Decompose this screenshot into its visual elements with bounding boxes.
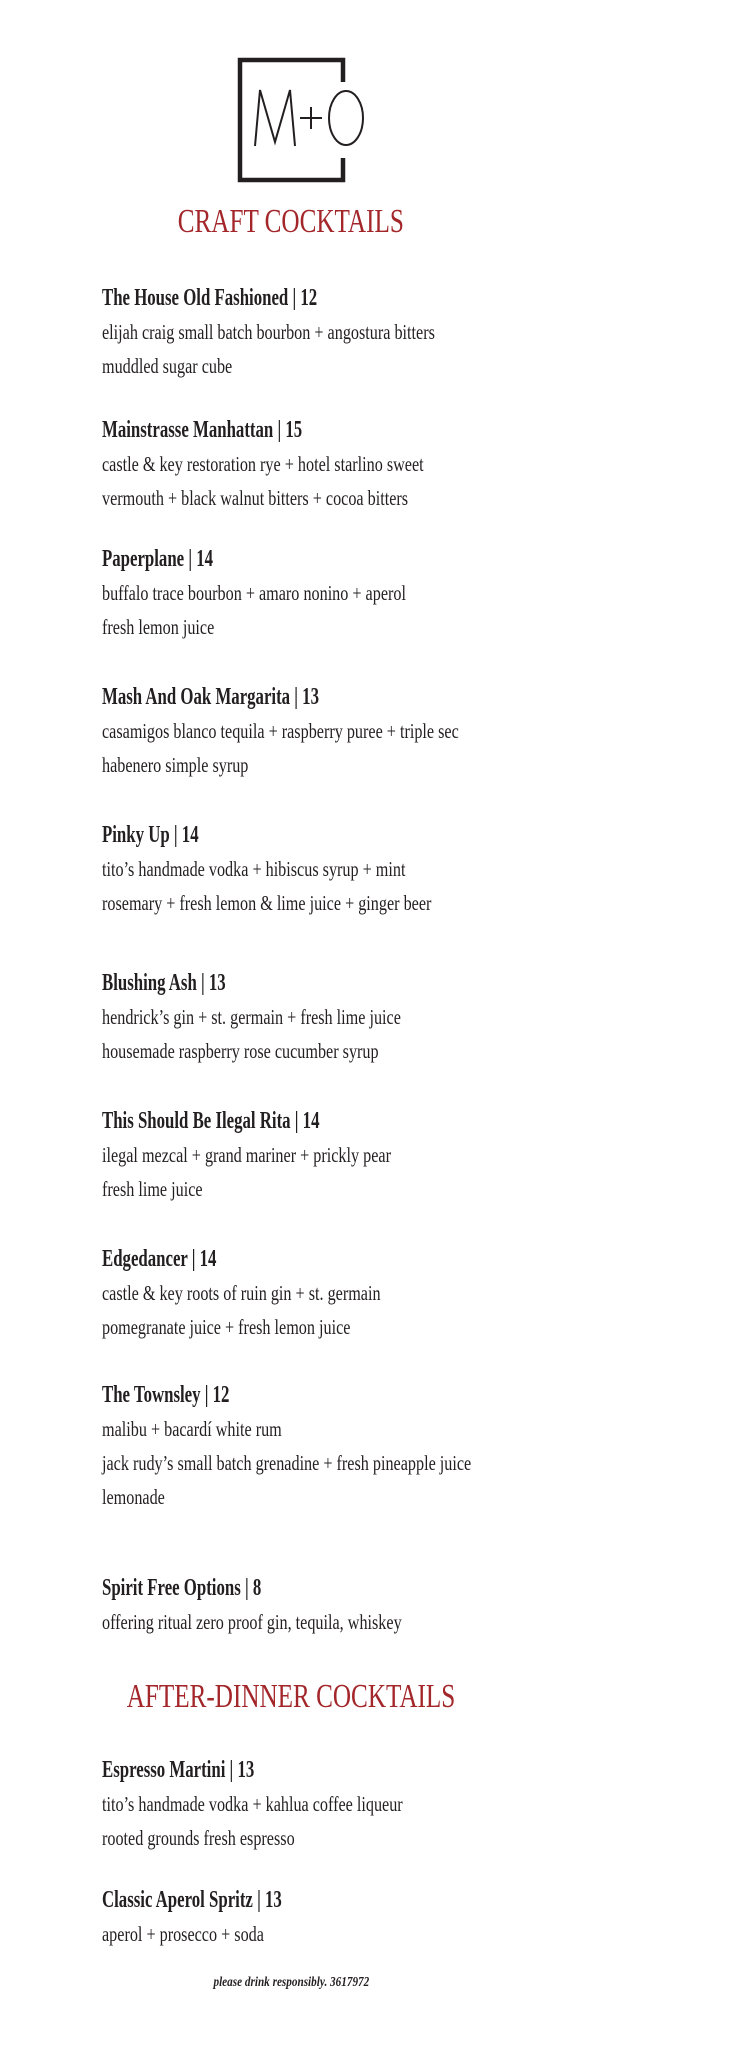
item-description: vermouth + black walnut bitters + cocoa bitters	[102, 486, 409, 510]
item-description: housemade raspberry rose cucumber syrup	[102, 1039, 379, 1063]
menu-item	[102, 1242, 464, 1344]
item-title: Pinky Up | 14	[102, 822, 199, 848]
item-description: fresh lemon juice	[102, 615, 215, 639]
item-title: This Should Be Ilegal Rita | 14	[102, 1108, 320, 1134]
item-description: ilegal mezcal + grand mariner + prickly pear	[102, 1143, 391, 1167]
item-description: elijah craig small batch bourbon + angostura bitters	[102, 320, 435, 344]
item-description: hendrick’s gin + st. germain + fresh lime juice	[102, 1005, 401, 1029]
item-title: Mash And Oak Margarita | 13	[102, 684, 319, 710]
item-description: jack rudy’s small batch grenadine + fresh pineapple juice	[102, 1451, 472, 1475]
item-description: malibu + bacardí white rum	[102, 1417, 282, 1441]
item-description: rooted grounds fresh espresso	[102, 1826, 295, 1850]
item-description: muddled sugar cube	[102, 354, 233, 378]
item-title: Spirit Free Options | 8	[102, 1575, 262, 1601]
item-title: Classic Aperol Spritz | 13	[102, 1887, 282, 1913]
item-description: pomegranate juice + fresh lemon juice	[102, 1315, 351, 1339]
item-description: rosemary + fresh lemon & lime juice + ginger beer	[102, 891, 432, 915]
menu-item	[102, 281, 534, 383]
menu-item	[102, 1571, 491, 1639]
footer-note: please drink responsibly. 3617972	[213, 1975, 369, 1990]
section-heading-craft-cocktails: CRAFT COCKTAILS	[177, 203, 405, 240]
item-description: castle & key roots of ruin gin + st. germain	[102, 1281, 381, 1305]
item-title: The Townsley | 12	[102, 1382, 230, 1408]
item-title: Paperplane | 14	[102, 546, 214, 572]
item-description: habenero simple syrup	[102, 753, 249, 777]
item-description: fresh lime juice	[102, 1177, 203, 1201]
menu-item	[102, 680, 565, 782]
item-description: aperol + prosecco + soda	[102, 1922, 264, 1946]
menu-item	[102, 1104, 477, 1206]
item-title: The House Old Fashioned | 12	[102, 285, 318, 311]
m-and-o-logo	[236, 56, 368, 184]
section-heading-after-dinner-cocktails: AFTER-DINNER COCKTAILS	[126, 1678, 456, 1715]
menu-item	[102, 1378, 582, 1514]
item-description: buffalo trace bourbon + amaro nonino + aperol	[102, 581, 406, 605]
menu-item	[102, 1753, 493, 1855]
item-description: lemonade	[102, 1485, 165, 1509]
item-title: Blushing Ash | 13	[102, 970, 226, 996]
item-description: offering ritual zero proof gin, tequila, whiskey	[102, 1610, 402, 1634]
item-description: castle & key restoration rye + hotel starlino sweet	[102, 452, 424, 476]
item-description: tito’s handmade vodka + hibiscus syrup + mint	[102, 857, 406, 881]
menu-item	[102, 413, 520, 515]
item-title: Espresso Martini | 13	[102, 1757, 255, 1783]
item-title: Edgedancer | 14	[102, 1246, 217, 1272]
item-description: casamigos blanco tequila + raspberry puree + triple sec	[102, 719, 459, 743]
item-title: Mainstrasse Manhattan | 15	[102, 417, 303, 443]
item-description: tito’s handmade vodka + kahlua coffee liqueur	[102, 1792, 403, 1816]
menu-item	[102, 1883, 359, 1951]
menu-item	[102, 966, 490, 1068]
menu-item	[102, 818, 530, 920]
menu-item	[102, 542, 497, 644]
